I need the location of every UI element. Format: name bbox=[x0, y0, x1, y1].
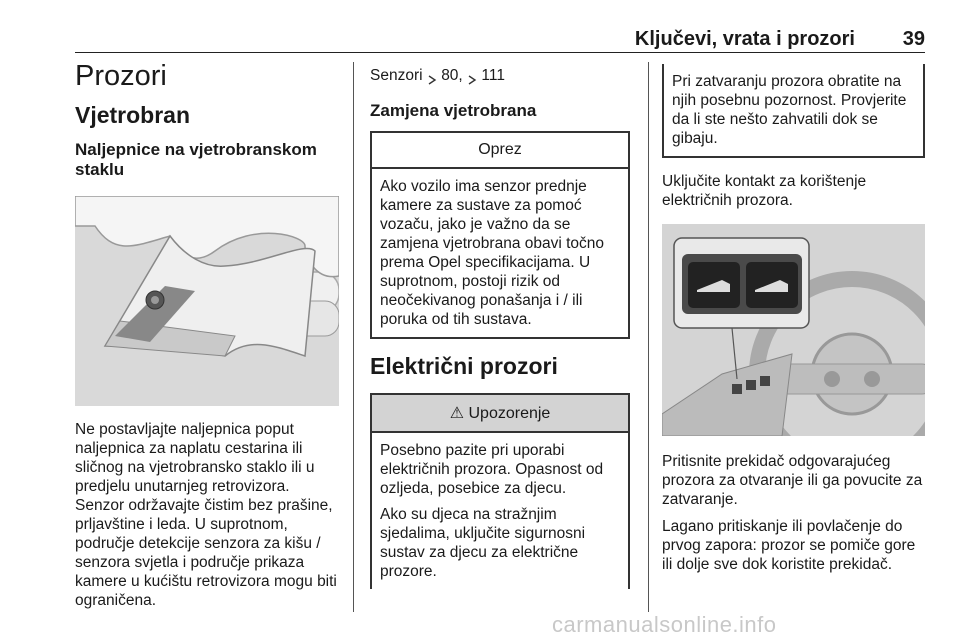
chapter-heading: Prozori bbox=[75, 60, 167, 92]
ignition-paragraph: Uključite kontakt za korištenje električnih prozora. bbox=[662, 173, 867, 209]
column-1 bbox=[75, 60, 339, 610]
references-prefix: Senzori bbox=[370, 67, 423, 84]
section-heading: Vjetrobran bbox=[75, 102, 191, 128]
warning-triangle-icon: ⚠ bbox=[449, 405, 465, 422]
windscreen-replacement-heading: Zamjena vjetrobrana bbox=[370, 101, 537, 120]
continued-warning-box bbox=[662, 64, 925, 158]
column-2 bbox=[370, 60, 630, 589]
watermark: carmanualsonline.info bbox=[552, 612, 777, 637]
caution-title: Oprez bbox=[372, 133, 628, 169]
continued-warning-text: Pri zatvaranju prozora obratite na njih posebnu pozornost. Provjerite da li ste nešto zahvatili dok se gibaju. bbox=[672, 73, 907, 147]
power-window-switch-image bbox=[662, 224, 925, 436]
sticker-paragraph: Ne postavljajte naljepnica poput naljepnica za naplatu cestarina ili sličnog na vjetrobransko staklo ili u predjelu unutarnjeg retrovizora. Senzor održavajte čistim bez prašine, prljavštine i leda. U suprotnom, područje detekcije senzora za kišu / senzora svjetla i područje prikaza kamere u kućištu retrovizora mogu biti ograničena. bbox=[75, 421, 337, 609]
windshield-sticker-image bbox=[75, 196, 339, 406]
header-rule bbox=[75, 52, 925, 53]
caution-box bbox=[370, 131, 630, 339]
caution-text: Ako vozilo ima senzor prednje kamere za sustave za pomoć vozaču, jako je važno da se zamjena vjetrobrana obavi točno prema Opel specifikacijama. U suprotnom, postoji rizik od neočekivanog ponašanja i / ili poruka od tih sustava. bbox=[380, 178, 605, 328]
warning-paragraph-2: Ako su djeca na stražnjim sjedalima, uključite sigurnosni sustav za djecu za električne prozore. bbox=[380, 506, 586, 580]
page-reference-icon bbox=[467, 71, 477, 81]
first-detent-paragraph: Lagano pritiskanje ili povlačenje do prvog zapora: prozor se pomiče gore ili dolje sve dok koristite prekidač. bbox=[662, 518, 916, 573]
column-divider-2 bbox=[648, 62, 649, 612]
page-header bbox=[75, 28, 925, 50]
warning-box bbox=[370, 393, 630, 589]
subsection-heading: Naljepnice na vjetrobranskom staklu bbox=[75, 140, 317, 179]
reference-link-2[interactable]: 111 bbox=[481, 67, 505, 84]
page-number: 39 bbox=[902, 28, 925, 50]
section-title: Ključevi, vrata i prozori bbox=[634, 28, 855, 50]
warning-header bbox=[372, 395, 628, 433]
warning-title: Upozorenje bbox=[468, 405, 551, 422]
power-windows-heading: Električni prozori bbox=[370, 353, 558, 379]
column-3 bbox=[662, 60, 925, 574]
column-divider-1 bbox=[353, 62, 354, 612]
sensor-references bbox=[370, 66, 630, 85]
page-reference-icon bbox=[427, 71, 437, 81]
warning-paragraph-1: Posebno pazite pri uporabi električnih prozora. Opasnost od ozljeda, posebice za djecu. bbox=[380, 442, 604, 497]
switch-usage-paragraph: Pritisnite prekidač odgovarajućeg prozora za otvaranje ili ga povucite za zatvaranje. bbox=[662, 453, 923, 508]
reference-link-1[interactable]: 80, bbox=[441, 67, 463, 84]
